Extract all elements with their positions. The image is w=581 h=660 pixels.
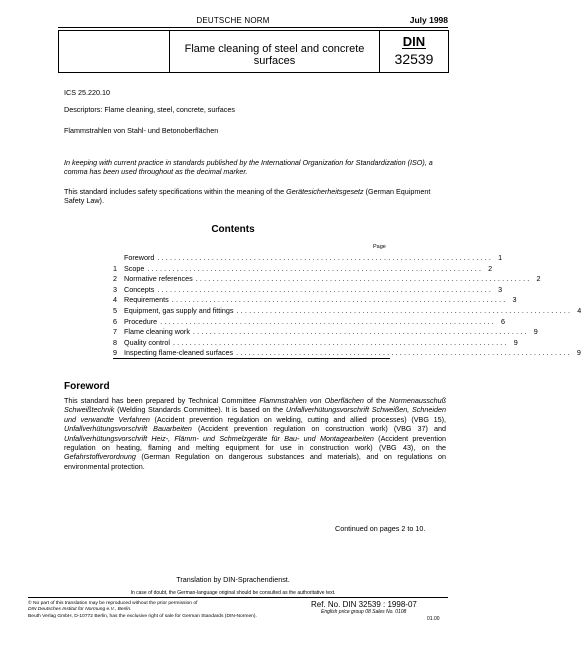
decimal-marker-note: In keeping with current practice in standards published by the International Organization for Standardization (ISO), a comma has been used throughout as the decimal marker. [64, 158, 433, 177]
translation-credit: Translation by DIN-Sprachendienst. [176, 575, 290, 584]
foreword-text: (Welding Standards Committee). It is based on the [114, 405, 286, 415]
toc-leader-dots: ................................................................................ [236, 348, 572, 358]
toc-entry-number: 2 [113, 274, 117, 284]
descriptors: Descriptors: Flame cleaning, steel, concrete, surfaces [64, 105, 235, 114]
table-of-contents [113, 253, 581, 359]
toc-entry-title: Procedure [124, 316, 158, 326]
toc-leader-dots: ................................................................................ [195, 274, 532, 284]
toc-entry-number: 9 [113, 348, 117, 358]
toc-entry-number: 8 [113, 337, 117, 347]
foreword-text: of the [363, 396, 390, 405]
foreword-emphasis: Gefahrstoffverordnung [64, 452, 136, 462]
toc-entry[interactable] [113, 337, 518, 349]
copyright-notice [28, 601, 298, 620]
foreword-text: (Accident prevention regulation on heating, flaming and melting equipment for use in construction work) (VBG 43), on the [64, 433, 446, 453]
din-logo [380, 34, 448, 49]
toc-entry[interactable] [113, 274, 541, 285]
authoritative-text-note: In case of doubt, the German-language original should be consulted as the authoritative text. [130, 590, 336, 596]
toc-entry-page: 2 [488, 263, 493, 273]
toc-entry-title: Foreword [124, 253, 155, 262]
toc-entry-page: 6 [500, 316, 505, 326]
toc-entry-page: 9 [533, 327, 538, 337]
safety-note-text: This standard includes safety specifications within the meaning of the [64, 187, 287, 196]
toc-leader-dots: ................................................................................ [160, 316, 496, 326]
publication-date: July 1998 [409, 15, 448, 25]
toc-leader-dots: ................................................................................ [157, 253, 494, 262]
header-rule [58, 27, 448, 28]
toc-entry-title: Equipment, gas supply and fittings [124, 305, 234, 315]
toc-leader-dots: ................................................................................ [147, 263, 484, 273]
toc-leader-dots: ................................................................................ [236, 305, 573, 315]
toc-entry[interactable] [113, 327, 538, 338]
contents-page-label: Page [373, 244, 386, 250]
toc-entry[interactable] [113, 284, 503, 296]
toc-entry-title: Flame cleaning work [124, 327, 190, 337]
toc-leader-dots: ................................................................................ [157, 284, 494, 294]
publisher-line: DIN Deutsches Institut für Normung e.V., Berlin. [28, 607, 132, 613]
continued-note: Continued on pages 2 to 10. [335, 524, 426, 533]
foreword-heading: Foreword [64, 381, 110, 392]
safety-note-text-end: (German Equipment Safety Law). [64, 187, 431, 206]
toc-entry-title: Requirements [124, 295, 169, 305]
toc-entry-page: 3 [498, 284, 503, 294]
toc-entry-number: 5 [113, 305, 117, 315]
foreword-body [64, 396, 446, 471]
foreword-emphasis: Flammstrahlen von Oberflächen [259, 396, 364, 405]
toc-entry-number: 3 [113, 284, 117, 294]
safety-note [64, 187, 446, 206]
toc-entry[interactable] [113, 253, 503, 264]
foreword-emphasis: Normenausschuß Schweißtechnik [64, 396, 446, 415]
toc-entry-page: 9 [576, 348, 581, 358]
toc-entry-page: 2 [536, 274, 541, 284]
foreword-emphasis: Unfallverhütungsvorschrift Heiz-, Flämm- und Schmelzgeräte für Bau- und Montagearbeiten [64, 433, 374, 443]
toc-entry-number: 7 [113, 327, 117, 337]
toc-leader-dots: ................................................................................ [171, 295, 508, 305]
toc-entry-number: 6 [113, 316, 117, 326]
footer-rule [28, 597, 448, 598]
german-title: Flammstrahlen von Stahl- und Betonoberflächen [64, 126, 219, 135]
ics-code: ICS 25.220.10 [64, 88, 110, 97]
toc-leader-dots: ................................................................................ [172, 337, 509, 347]
foreword-text: This standard has been prepared by Technical Committee [64, 396, 260, 405]
toc-entry-number: 1 [113, 263, 117, 273]
title-box [58, 30, 449, 73]
date-code: 01.00 [427, 616, 440, 622]
foreword-text: (Accident prevention regulation on construction work) (VBG 37) and [191, 424, 446, 434]
sales-rights-line: Beuth Verlag GmbH, D-10772 Berlin, has the exclusive right of sale for German Standards (DIN-Normen). [28, 613, 257, 619]
foreword-text: (German Regulation on dangerous substances and materials), and on regulations on environmental protection. [64, 452, 446, 471]
toc-entry-page: 4 [577, 305, 581, 315]
reference-number: Ref. No. DIN 32539 : 1998-07 [311, 600, 417, 609]
foreword-emphasis: Unfallverhütungsvorschrift Schweißen, Schneiden und verwandte Verfahren [64, 405, 446, 424]
toc-entry[interactable] [113, 305, 581, 317]
toc-entry-title: Normative references [124, 274, 193, 284]
toc-entry-title: Scope [124, 263, 145, 273]
price-group: English price group 08 Sales No. 0108 [321, 609, 407, 615]
toc-leader-dots: ................................................................................ [192, 327, 529, 337]
toc-entry-title: Inspecting flame-cleaned surfaces [124, 348, 234, 358]
foreword-text: (Accident prevention regulation on welding, cutting and allied processes) (VBG 15), [149, 414, 446, 424]
document-title: Flame cleaning of steel and concrete surfaces [184, 43, 365, 67]
safety-law-name: Gerätesicherheitsgesetz [286, 187, 364, 196]
toc-entry[interactable] [113, 263, 493, 275]
din-logo-text: DIN [402, 34, 426, 49]
toc-entry[interactable] [113, 316, 505, 328]
toc-entry-page: 3 [512, 295, 517, 305]
foreword-emphasis: Unfallverhütungsvorschrift Bauarbeiten [64, 424, 192, 434]
contents-heading: Contents [211, 224, 255, 235]
toc-entry-page: 9 [513, 337, 518, 347]
toc-entry-number: 4 [113, 295, 117, 305]
toc-entry-page: 1 [498, 253, 503, 262]
toc-entry-title: Quality control [124, 337, 170, 347]
copyright-line: © No part of this translation may be reproduced without the prior permission of [28, 601, 198, 606]
toc-entry-title: Concepts [124, 284, 155, 294]
din-number: 32539 [394, 51, 434, 67]
contents-bottom-rule [113, 358, 390, 359]
toc-entry[interactable] [113, 295, 517, 306]
standard-type-header: DEUTSCHE NORM [196, 16, 270, 25]
